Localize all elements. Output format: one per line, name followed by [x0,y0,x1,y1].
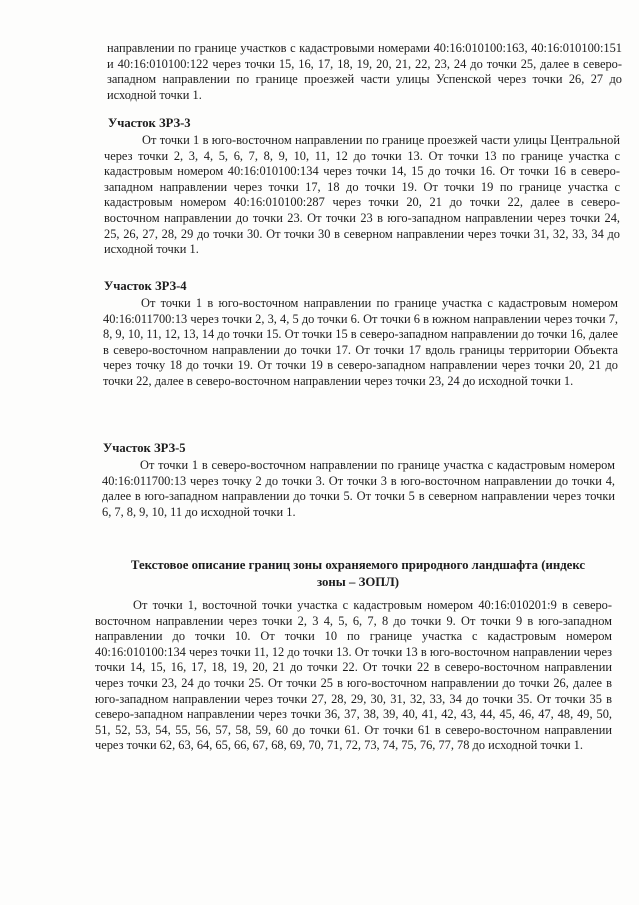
zrz3-heading: Участок ЗРЗ-3 [108,116,191,130]
zopl-paragraph: От точки 1, восточной точки участка с кадастровым номером 40:16:010201:9 в северо-восточном направлении через точки 2, 3 4, 5, 6, 7, 8 до точки 9. От точки 9 в юго-западном направлении до точки 10. От точки 10 по границе участка с кадастровым номером 40:16:010100:134 через точки 11, 12 до точки 13. От точки 13 в юго-восточном направлении через точки 14, 15, 16, 17, 18, 19, 20, 21 до точки 22. От точки 22 в северо-восточном направлении через точки 23, 24 до точки 25. От точки 25 в юго-восточном направлении до точки 26, далее в юго-западном направлении через точки 27, 28, 29, 30, 31, 32, 33, 34 до точки 35. От точки 35 в северо-западном направлении через точки 36, 37, 38, 39, 40, 41, 42, 43, 44, 45, 46, 47, 48, 49, 50, 51, 52, 53, 54, 55, 56, 57, 58, 59, 60 до точки 61. От точки 61 в северо-восточном направлении через точки 62, 63, 64, 65, 66, 67, 68, 69, 70, 71, 72, 73, 74, 75, 76, 77, 78 до исходной точки 1. [95,598,612,753]
zopl-title-line2: зоны – ЗОПЛ) [316,575,400,589]
zrz5-heading: Участок ЗРЗ-5 [103,441,186,455]
zrz3-paragraph: От точки 1 в юго-восточном направлении по границе проезжей части улицы Центральной через точки 2, 3, 4, 5, 6, 7, 8, 9, 10, 11, 12 до точки 13. От точки 13 по границе участка с кадастровым номером 40:16:010100:134 через точки 14, 15 до точки 16. От точки 16 в северо-западном направлении через точки 17, 18 до точки 19. От точки 19 по границе участка с кадастровым номером 40:16:010100:287 через точки 20, 21 до точки 22, далее в северо-восточном направлении до точки 23. От точки 23 в юго-западном направлении через точки 24, 25, 26, 27, 28, 29 до точки 30. От точки 30 в северном направлении через точки 31, 32, 33, 34 до исходной точки 1. [104,133,620,257]
zrz4-paragraph: От точки 1 в юго-восточном направлении по границе участка с кадастровым номером 40:16:011700:13 через точки 2, 3, 4, 5 до точки 6. От точки 6 в южном направлении через точки 7, 8, 9, 10, 11, 12, 13, 14 до точки 15. От точки 15 в северо-западном направлении до точки 16, далее в северо-восточном направлении до точки 17. От точки 17 вдоль границы территории Объекта через точку 18 до точки 19. От точки 19 в северо-западном направлении через точки 20, 21 до точки 22, далее в северо-восточном направлении через точки 23, 24 до исходной точки 1. [103,296,618,388]
zrz5-paragraph: От точки 1 в северо-восточном направлении по границе участка с кадастровым номером 40:16:011700:13 через точку 2 до точки 3. От точки 3 в юго-восточном направлении до точки 4, далее в юго-западном направлении до точки 5. От точки 5 в северном направлении через точки 6, 7, 8, 9, 10, 11 до исходной точки 1. [102,458,615,519]
zopl-section-title [98,557,618,591]
zopl-title-line1: Текстовое описание границ зоны охраняемого природного ландшафта (индекс [130,558,586,572]
zrz4-heading: Участок ЗРЗ-4 [104,279,187,293]
intro-paragraph: направлении по границе участков с кадастровыми номерами 40:16:010100:163, 40:16:010100:151 и 40:16:010100:122 через точки 15, 16, 17, 18, 19, 20, 21, 22, 23, 24 до точки 25, далее в северо-западном направлении по границе проезжей части улицы Успенской через точки 26, 27 до исходной точки 1. [107,41,622,102]
